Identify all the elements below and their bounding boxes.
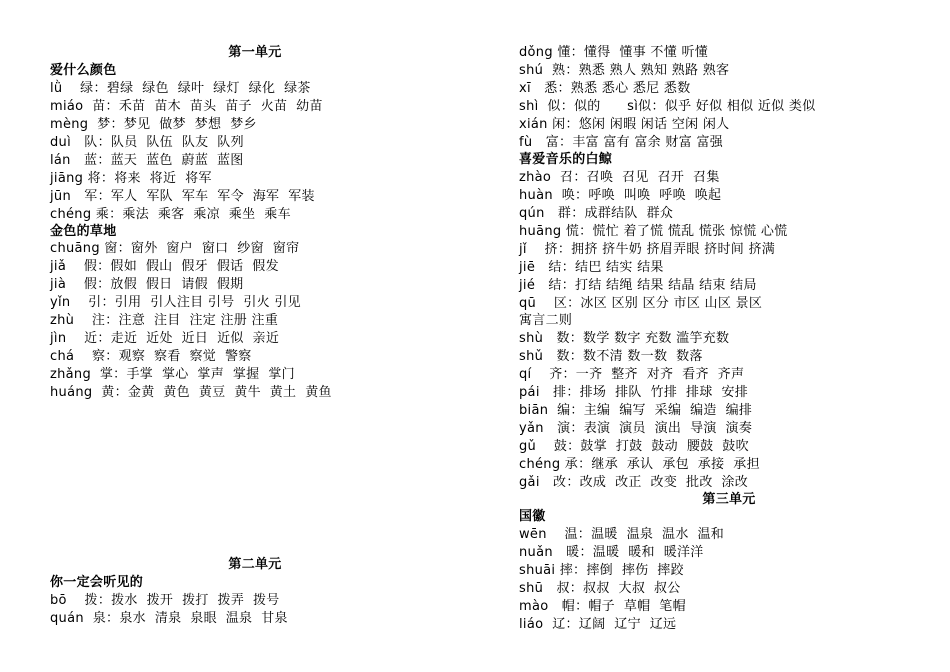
vocab-row: huáng 黄：金黄 黄色 黄豆 黄牛 黄土 黄鱼 [50,385,332,400]
vocab-row: mèng 梦：梦见 做梦 梦想 梦乡 [50,117,257,132]
vocab-row: qún 群：成群结队 群众 [519,206,674,221]
vocab-row: zhǎng 掌：手掌 掌心 掌声 掌握 掌门 [50,367,295,382]
vocab-row: shù 数：数学 数字 充数 滥竽充数 [519,331,730,346]
vocab-row: lǜ 绿：碧绿 绿色 绿叶 绿灯 绿化 绿茶 [50,81,311,96]
vocab-row: shū 叔：叔叔 大叔 叔公 [519,581,681,596]
vocab-row: biān 编：主编 编写 采编 编造 编排 [519,403,753,418]
vocab-row: gǎi 改：改成 改正 改变 批改 涂改 [519,475,749,490]
vocab-row: bō 拨：拨水 拨开 拨打 拨弄 拨号 [50,593,280,608]
lesson-title: 爱什么颜色 [50,63,117,78]
vocab-row: xián 闲：悠闲 闲暇 闲话 空闲 闲人 [519,117,730,132]
vocab-row: wēn 温：温暖 温泉 温水 温和 [519,527,725,542]
vocab-row: gǔ 鼓：鼓掌 打鼓 鼓动 腰鼓 鼓吹 [519,439,749,454]
vocab-row: jǐ 挤：拥挤 挤牛奶 挤眉弄眼 挤时间 挤满 [519,242,776,257]
vocab-row: chuāng 窗：窗外 窗户 窗口 纱窗 窗帘 [50,241,300,256]
vocab-row: duì 队：队员 队伍 队友 队列 [50,135,244,150]
vocab-row: chéng 乘：乘法 乘客 乘凉 乘坐 乘车 [50,207,291,222]
lesson-title: 金色的草地 [50,224,117,239]
vocab-row: pái 排：排场 排队 竹排 排球 安排 [519,385,749,400]
vocab-row: chá 察：观察 察看 察觉 警察 [50,349,252,364]
vocab-row: jià 假：放假 假日 请假 假期 [50,277,244,292]
vocab-row: zhù 注：注意 注目 注定 注册 注重 [50,313,279,328]
vocab-row: shuāi 摔：摔倒 摔伤 摔跤 [519,563,684,578]
lesson-title: 国徽 [519,509,546,524]
vocab-row: zhào 召：召唤 召见 召开 召集 [519,170,720,185]
vocab-row: huāng 慌：慌忙 着了慌 慌乱 慌张 惊慌 心慌 [519,224,788,239]
vocab-row: shú 熟：熟悉 熟人 熟知 熟路 熟客 [519,63,730,78]
vocab-row: shǔ 数：数不清 数一数 数落 [519,349,703,364]
vocab-row: jiǎ 假：假如 假山 假牙 假话 假发 [50,259,279,274]
vocab-row: jié 结：打结 结绳 结果 结晶 结束 结局 [519,278,757,293]
vocab-row: liáo 辽：辽阔 辽宁 辽远 [519,617,677,632]
section-label: 寓言二则 [519,313,573,328]
unit-title: 第三单元 [702,492,756,507]
vocab-row: jūn 军：军人 军队 军车 军令 海军 军装 [50,189,315,204]
vocab-row: qū 区：冰区 区别 区分 市区 山区 景区 [519,296,763,311]
vocab-row: huàn 唤：呼唤 叫唤 呼唤 唤起 [519,188,722,203]
vocab-row: nuǎn 暖：温暖 暖和 暖洋洋 [519,545,704,560]
vocab-row: quán 泉：泉水 清泉 泉眼 温泉 甘泉 [50,611,288,626]
vocab-row: mào 帽：帽子 草帽 笔帽 [519,599,686,614]
vocab-row: dǒng 懂：懂得 懂事 不懂 听懂 [519,45,709,60]
unit-title: 第一单元 [228,45,282,60]
vocab-row: chéng 承：继承 承认 承包 承接 承担 [519,457,760,472]
vocab-row: lán 蓝：蓝天 蓝色 蔚蓝 蓝图 [50,153,244,168]
lesson-title: 你一定会听见的 [50,575,144,590]
vocab-row: yǐn 引：引用 引人注目 引号 引火 引见 [50,295,301,310]
vocab-row: yǎn 演：表演 演员 演出 导演 演奏 [519,421,753,436]
vocab-row: fù 富：丰富 富有 富余 财富 富强 [519,135,724,150]
vocab-row: miáo 苗：禾苗 苗木 苗头 苗子 火苗 幼苗 [50,99,323,114]
unit-title: 第二单元 [228,557,282,572]
vocab-row: shì 似：似的 sì似：似乎 好似 相似 近似 类似 [519,99,816,114]
lesson-title: 喜爱音乐的白鲸 [519,152,613,167]
vocab-row: xī 悉：熟悉 悉心 悉尼 悉数 [519,81,691,96]
vocab-row: jiē 结：结巴 结实 结果 [519,260,664,275]
vocab-row: jiāng 将：将来 将近 将军 [50,171,212,186]
vocab-row: jìn 近：走近 近处 近日 近似 亲近 [50,331,280,346]
vocab-row: qí 齐：一齐 整齐 对齐 看齐 齐声 [519,367,745,382]
